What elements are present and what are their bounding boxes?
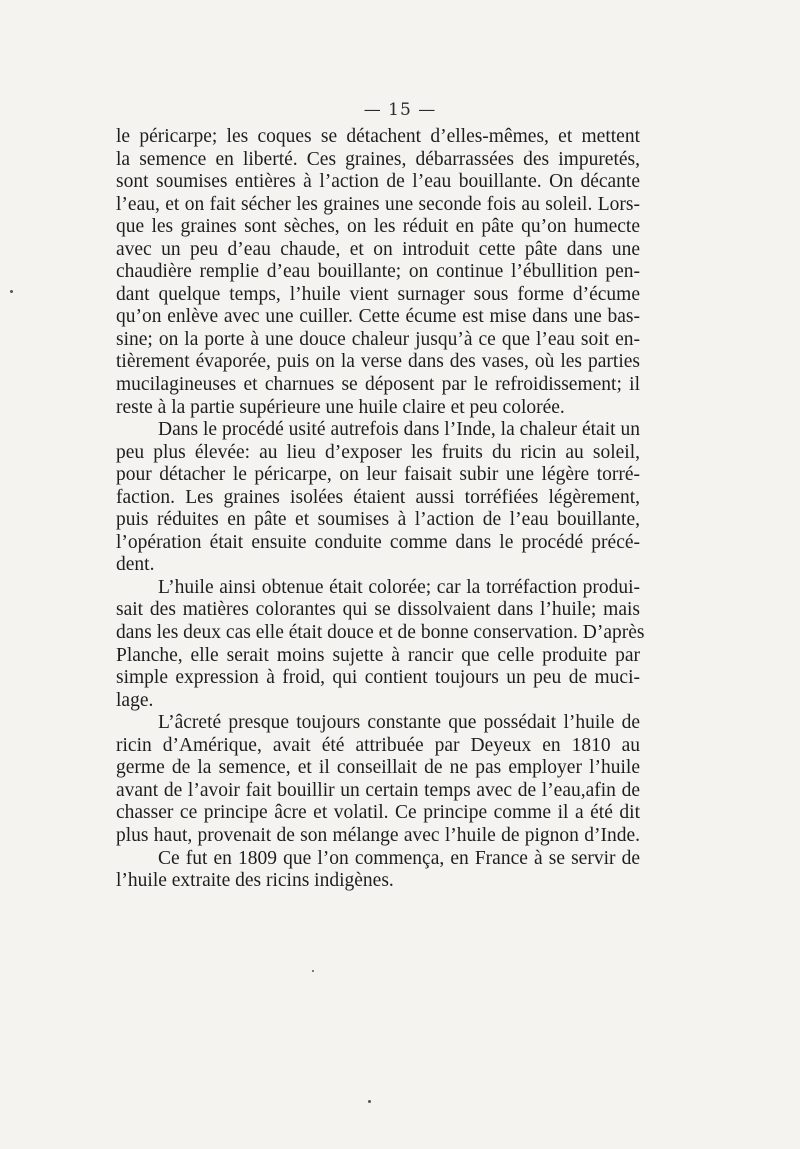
paragraph-4 [116,712,640,847]
paper-speck [10,290,13,293]
text-line: que les graines sont sèches, on les réduit en pâte qu’on humecte [116,216,640,238]
text-line: dant quelque temps, l’huile vient surnager sous forme d’écume [116,283,640,305]
text-line: L’huile ainsi obtenue était colorée; car la torréfaction produi- [158,576,640,598]
text-line: simple expression à froid, qui contient toujours un peu de muci- [116,667,640,689]
paragraph-5 [116,848,640,893]
text-line: ricin d’Amérique, avait été attribuée par Deyeux en 1810 au [116,734,640,756]
text-line: plus haut, provenait de son mélange avec l’huile de pignon d’Inde. [116,824,640,846]
text-line: Dans le procédé usité autrefois dans l’Inde, la chaleur était un [158,419,640,441]
text-line: l’eau, et on fait sécher les graines une seconde fois au soleil. Lors- [116,193,640,215]
text-line: mucilagineuses et charnues se déposent par le refroidissement; il [116,374,640,396]
text-line: chaudière remplie d’eau bouillante; on continue l’ébullition pen- [116,261,640,283]
text-line: Ce fut en 1809 que l’on commença, en France à se servir de [158,847,640,869]
text-line: dans les deux cas elle était douce et de bonne conservation. D’après [116,622,645,644]
text-line: dent. [116,554,155,576]
text-line: germe de la semence, et il conseillait de ne pas employer l’huile [116,757,640,779]
paper-speck [312,970,314,972]
text-line: tièrement évaporée, puis on la verse dans des vases, où les parties [116,351,640,373]
text-line: peu plus élevée: au lieu d’exposer les fruits du ricin au soleil, [116,441,640,463]
text-line: pour détacher le péricarpe, on leur faisait subir une légère torré- [116,464,640,486]
page-number: — 15 — [363,100,437,120]
paragraph-2 [116,419,640,577]
text-line: faction. Les graines isolées étaient aussi torréfiées légèrement, [116,486,640,508]
text-line: puis réduites en pâte et soumises à l’action de l’eau bouillante, [116,509,640,531]
text-line: sont soumises entières à l’action de l’eau bouillante. On décante [116,171,640,193]
text-line: l’huile extraite des ricins indigènes. [116,870,394,892]
text-line: la semence en liberté. Ces graines, débarrassées des impuretés, [116,148,640,170]
text-line: chasser ce principe âcre et volatil. Ce principe comme il a été dit [116,802,640,824]
text-line: lage. [116,689,154,711]
text-line: avant de l’avoir fait bouillir un certain temps avec de l’eau,afin de [116,779,640,801]
text-line: le péricarpe; les coques se détachent d’elles-mêmes, et mettent [116,126,640,147]
text-line: avec un peu d’eau chaude, et on introduit cette pâte dans une [116,238,640,260]
body-text [116,126,645,893]
text-line: reste à la partie supérieure une huile claire et peu colorée. [116,396,565,418]
text-line: sait des matières colorantes qui se dissolvaient dans l’huile; mais [116,599,640,621]
paragraph-3 [116,576,645,712]
text-line: L’âcreté presque toujours constante que possédait l’huile de [158,712,640,734]
text-line: qu’on enlève avec une cuiller. Cette écume est mise dans une bas- [116,306,640,328]
paragraph-1 [116,126,640,419]
text-line: l’opération était ensuite conduite comme dans le procédé précé- [116,531,640,553]
text-line: sine; on la porte à une douce chaleur jusqu’à ce que l’eau soit en- [116,328,640,350]
paper-speck [368,1100,371,1103]
text-line: Planche, elle serait moins sujette à rancir que celle produite par [116,644,640,666]
